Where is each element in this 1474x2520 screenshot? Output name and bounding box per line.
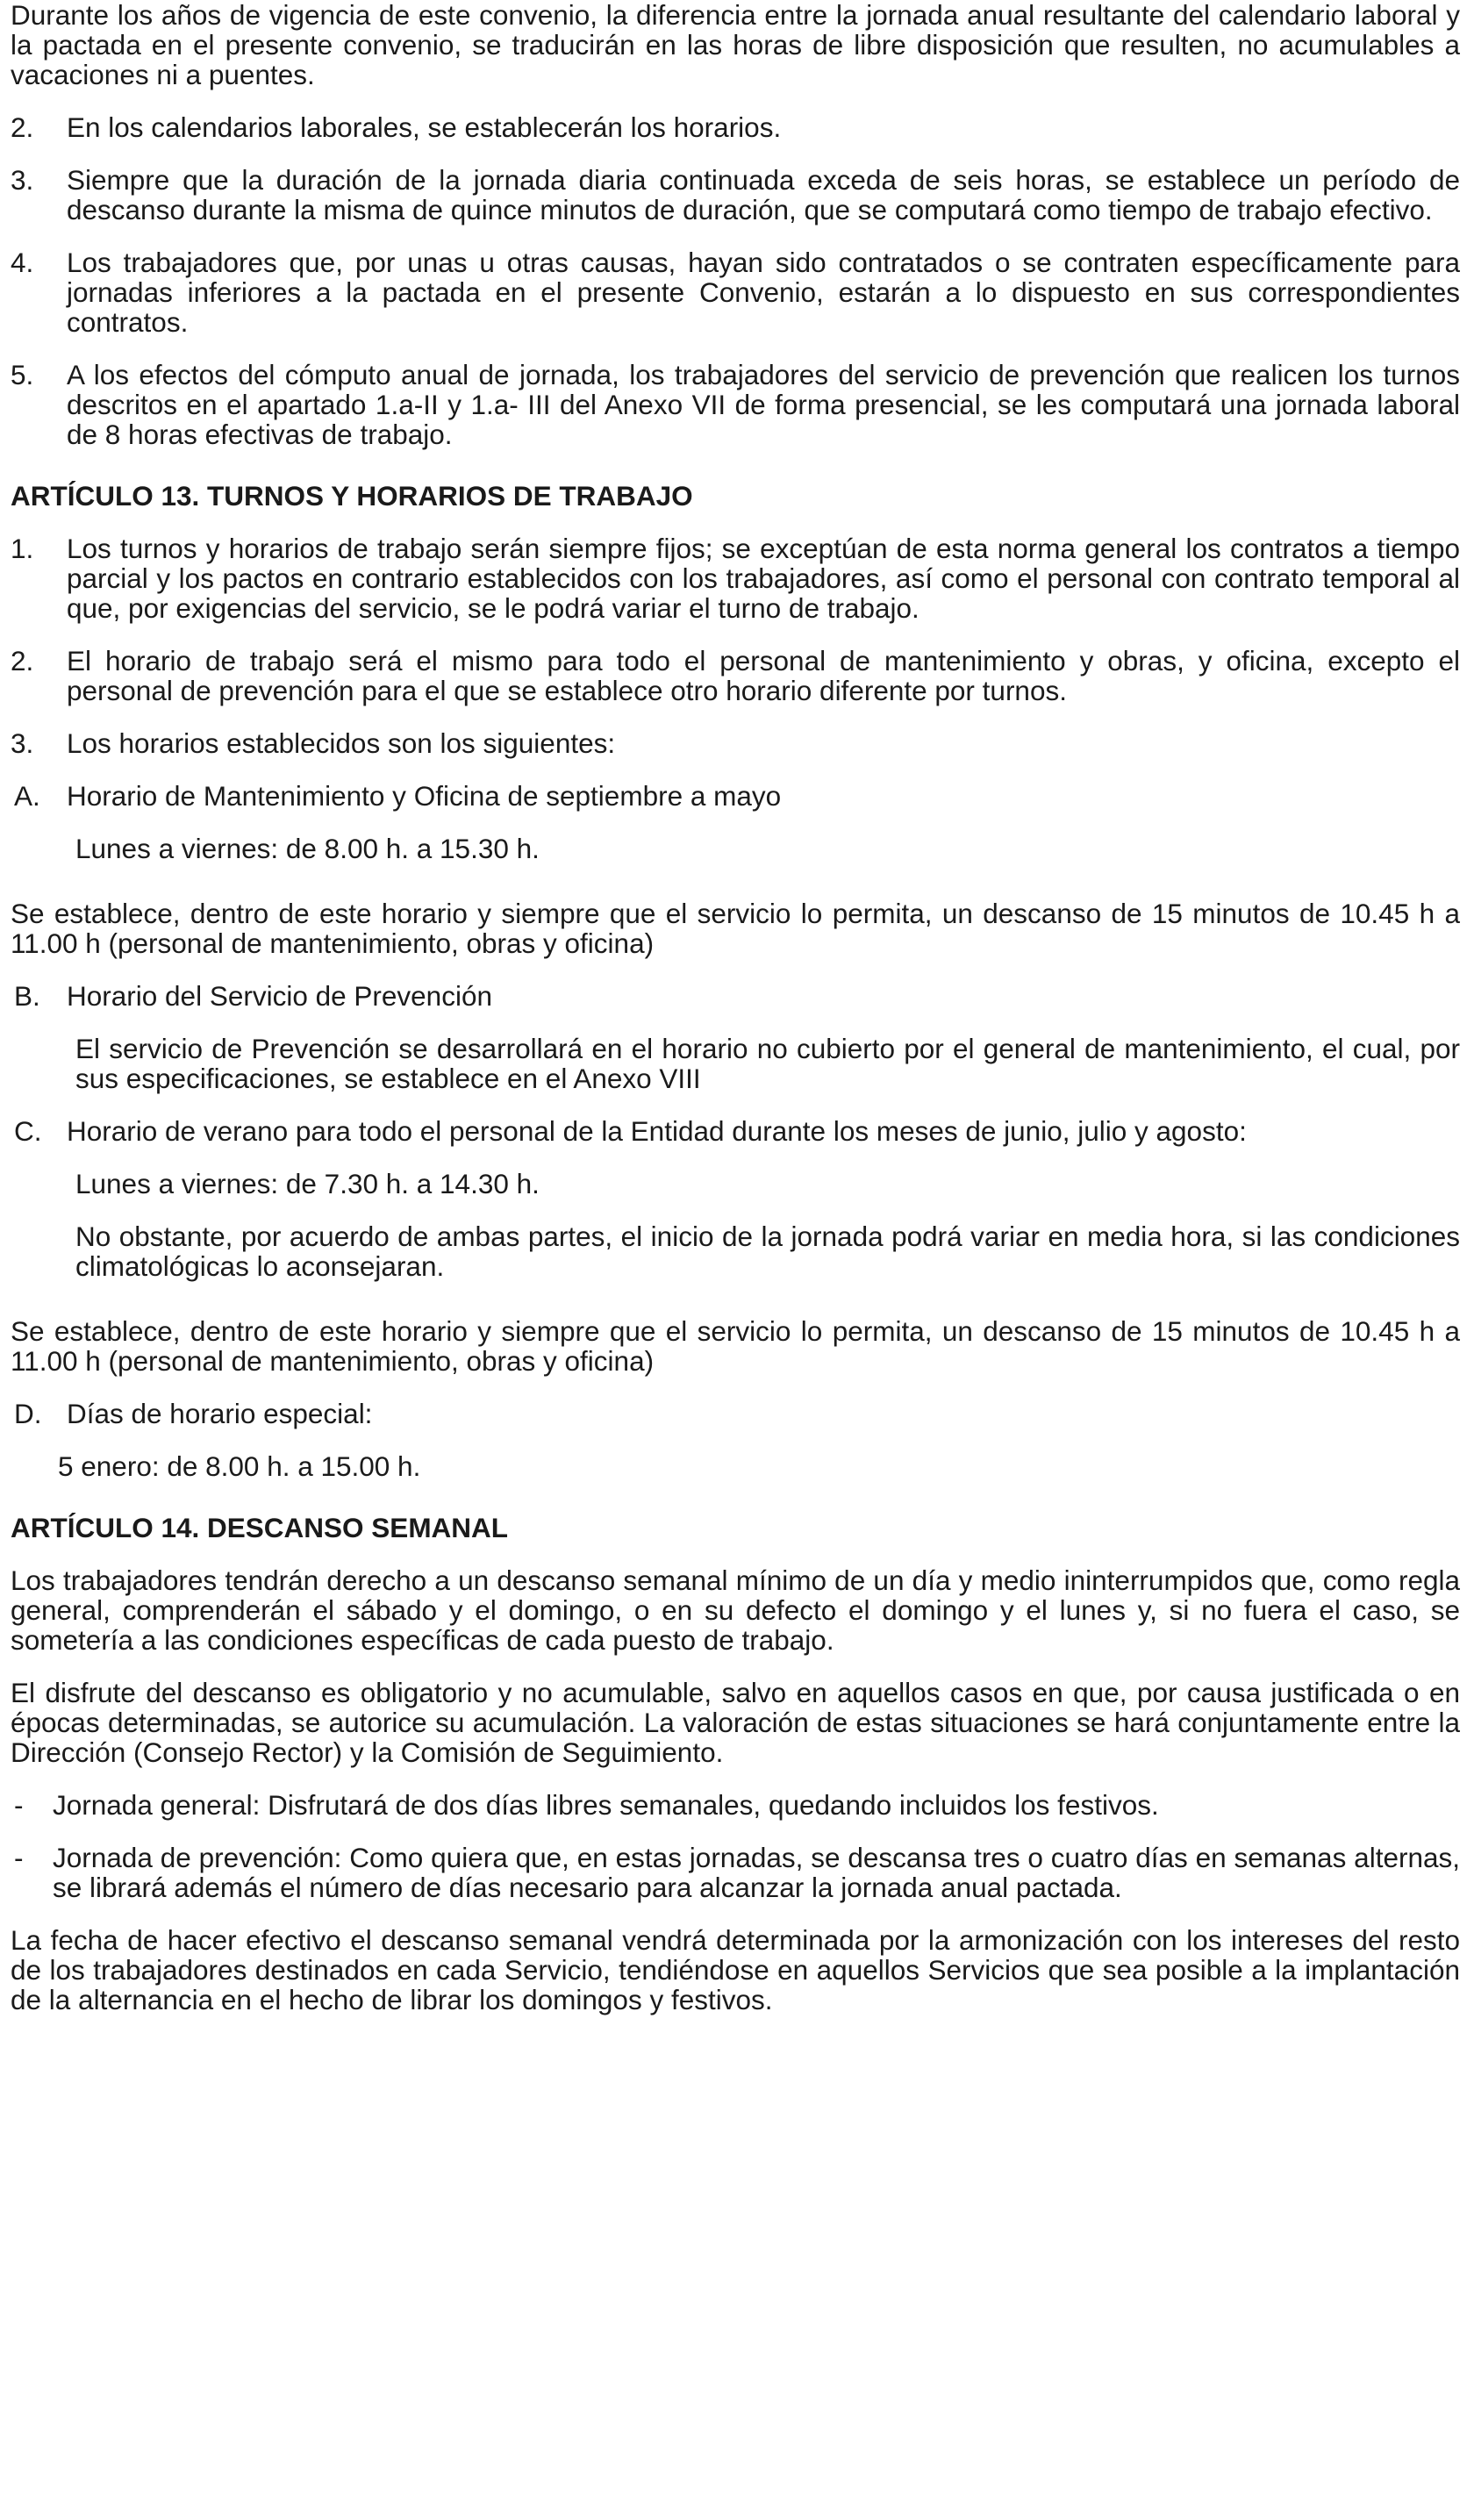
- list-text: Los trabajadores que, por unas u otras causas, hayan sido contratados o se contraten específicamente para jornadas inferiores a la pactada en el presente Convenio, estarán a lo dispuesto en sus correspondientes contratos.: [67, 247, 1460, 338]
- list-number: 4.: [11, 247, 34, 278]
- art14-paragraph-1: Los trabajadores tendrán derecho a un descanso semanal mínimo de un día y medio ininterrumpidos que, como regla general, comprenderán el sábado y el domingo, o en su defecto el domingo y el lunes y, si no fuera el caso, se sometería a las condiciones específicas de cada puesto de trabajo.: [11, 1564, 1460, 1656]
- list-number: 2.: [11, 645, 34, 677]
- list-number: 2.: [11, 111, 34, 143]
- schedule-a-note: Se establece, dentro de este horario y siempre que el servicio lo permita, un descanso de 15 minutos de 10.45 h a 11.00 h (personal de mantenimiento, obras y oficina): [11, 898, 1460, 959]
- list-text: Días de horario especial:: [67, 1398, 373, 1429]
- list-text: Jornada de prevención: Como quiera que, en estas jornadas, se descansa tres o cuatro días en semanas alternas, se librará además el número de días necesario para alcanzar la jornada anual pactada.: [53, 1842, 1460, 1903]
- art13-item-2: [11, 646, 1460, 705]
- art14-dash-item-2: [11, 1843, 1460, 1902]
- list-text: Horario de Mantenimiento y Oficina de septiembre a mayo: [67, 780, 782, 812]
- list-item-2: [11, 112, 1460, 142]
- list-item-4: [11, 247, 1460, 337]
- art14-dash-item-1: [11, 1790, 1460, 1820]
- list-letter: D.: [14, 1398, 42, 1429]
- article-14-heading: ARTÍCULO 14. DESCANSO SEMANAL: [11, 1512, 509, 1543]
- art14-paragraph-3: La fecha de hacer efectivo el descanso semanal vendrá determinada por la armonización con los intereses del resto de los trabajadores destinados en cada Servicio, tendiéndose en aquellos Servicios que sea posible a la implantación de la alternancia en el hecho de librar los domingos y festivos.: [11, 1924, 1460, 2015]
- list-dash: -: [14, 1789, 24, 1821]
- list-letter: A.: [14, 780, 40, 812]
- list-dash: -: [14, 1842, 24, 1873]
- list-text: El horario de trabajo será el mismo para todo el personal de mantenimiento y obras, y oficina, excepto el personal de prevención para el que se establece otro horario diferente por turnos.: [67, 645, 1460, 706]
- schedule-b-title: [11, 981, 1460, 1011]
- schedule-b-text: El servicio de Prevención se desarrollará en el horario no cubierto por el general de mantenimiento, el cual, por sus especificaciones, se establece en el Anexo VIII: [75, 1033, 1460, 1094]
- list-letter: C.: [14, 1115, 42, 1147]
- list-number: 5.: [11, 359, 34, 390]
- schedule-c-extra: No obstante, por acuerdo de ambas partes, el inicio de la jornada podrá variar en media hora, si las condiciones climatológicas lo aconsejaran.: [75, 1221, 1460, 1282]
- schedule-c-hours: Lunes a viernes: de 7.30 h. a 14.30 h.: [75, 1168, 540, 1199]
- schedule-a-hours: Lunes a viernes: de 8.00 h. a 15.30 h.: [75, 833, 540, 864]
- list-text: Jornada general: Disfrutará de dos días libres semanales, quedando incluidos los festivos.: [53, 1789, 1159, 1821]
- document-page: [11, 0, 1460, 2037]
- list-text: En los calendarios laborales, se establecerán los horarios.: [67, 111, 782, 143]
- list-text: A los efectos del cómputo anual de jornada, los trabajadores del servicio de prevención que realicen los turnos descritos en el apartado 1.a-II y 1.a- III del Anexo VII de forma presencial, se les computará una jornada laboral de 8 horas efectivas de trabajo.: [67, 359, 1460, 450]
- art13-item-1: [11, 533, 1460, 623]
- list-number: 3.: [11, 727, 34, 759]
- list-number: 3.: [11, 164, 34, 196]
- schedule-c-title: [11, 1116, 1460, 1146]
- schedule-d-hours: 5 enero: de 8.00 h. a 15.00 h.: [58, 1450, 421, 1482]
- list-text: Siempre que la duración de la jornada diaria continuada exceda de seis horas, se establece un período de descanso durante la misma de quince minutos de duración, que se computará como tiempo de trabajo efectivo.: [67, 164, 1460, 226]
- paragraph-vigencia: Durante los años de vigencia de este convenio, la diferencia entre la jornada anual resultante del calendario laboral y la pactada en el presente convenio, se traducirán en las horas de libre disposición que resulten, no acumulables a vacaciones ni a puentes.: [11, 0, 1460, 90]
- list-text: Horario del Servicio de Prevención: [67, 980, 492, 1012]
- list-item-3: [11, 165, 1460, 225]
- art13-item-3: [11, 728, 1460, 758]
- schedule-c-note: Se establece, dentro de este horario y siempre que el servicio lo permita, un descanso de 15 minutos de 10.45 h a 11.00 h (personal de mantenimiento, obras y oficina): [11, 1315, 1460, 1377]
- article-13-heading: ARTÍCULO 13. TURNOS Y HORARIOS DE TRABAJO: [11, 480, 693, 512]
- art14-paragraph-2: El disfrute del descanso es obligatorio y no acumulable, salvo en aquellos casos en que, por causa justificada o en épocas determinadas, se autorice su acumulación. La valoración de estas situaciones se hará conjuntamente entre la Dirección (Consejo Rector) y la Comisión de Seguimiento.: [11, 1677, 1460, 1768]
- list-letter: B.: [14, 980, 40, 1012]
- list-text: Los horarios establecidos son los siguientes:: [67, 727, 616, 759]
- list-item-5: [11, 360, 1460, 449]
- schedule-a-title: [11, 781, 1460, 811]
- list-text: Horario de verano para todo el personal de la Entidad durante los meses de junio, julio y agosto:: [67, 1115, 1247, 1147]
- schedule-d-title: [11, 1399, 1460, 1428]
- list-number: 1.: [11, 533, 34, 564]
- list-text: Los turnos y horarios de trabajo serán siempre fijos; se exceptúan de esta norma general los contratos a tiempo parcial y los pactos en contrario establecidos con los trabajadores, así como el personal con contrato temporal al que, por exigencias del servicio, se le podrá variar el turno de trabajo.: [67, 533, 1460, 624]
